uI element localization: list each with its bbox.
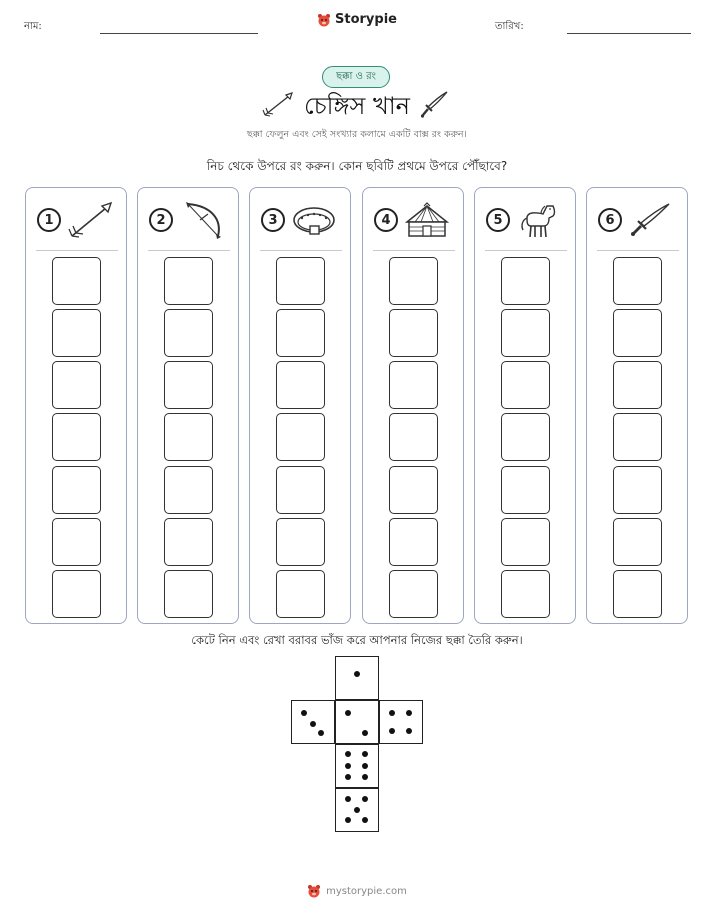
date-line[interactable] [567,33,691,34]
die-pip [345,817,351,823]
die-face-2 [335,700,379,744]
bear-logo-icon [307,884,321,898]
column-number: 3 [261,208,285,232]
date-label: তারিখ: [495,21,524,32]
die-pip [389,710,395,716]
die-pip [406,728,412,734]
color-box[interactable] [276,518,325,566]
die-face-6 [335,744,379,788]
column-5 [474,187,576,624]
color-box[interactable] [164,309,213,357]
die-pip [354,807,360,813]
color-box[interactable] [52,309,101,357]
horse-icon [515,200,563,240]
die-pip [362,763,368,769]
die-pip [310,721,316,727]
color-box[interactable] [276,257,325,305]
die-face-5 [335,788,379,832]
die-pip [389,728,395,734]
column-4 [362,187,464,624]
column-header [138,188,238,250]
die-pip [362,751,368,757]
column-divider [485,250,567,251]
color-box[interactable] [389,309,438,357]
die-pip [362,730,368,736]
color-box[interactable] [164,570,213,618]
bow-icon [178,200,226,240]
color-box[interactable] [52,518,101,566]
color-box[interactable] [164,518,213,566]
column-number: 2 [149,208,173,232]
color-box[interactable] [613,518,662,566]
color-box[interactable] [276,570,325,618]
column-number: 5 [486,208,510,232]
color-box[interactable] [52,466,101,514]
color-box[interactable] [501,466,550,514]
bear-logo-icon [317,13,331,27]
column-3 [249,187,351,624]
sword-icon [420,90,450,120]
die-pip [345,751,351,757]
column-6 [586,187,688,624]
column-header [363,188,463,250]
sword-icon [627,200,675,240]
color-box[interactable] [164,413,213,461]
color-box[interactable] [613,309,662,357]
die-pip [301,710,307,716]
color-box[interactable] [613,570,662,618]
question-text: নিচ থেকে উপরে রং করুন। কোন ছবিটি প্রথমে উপরে পৌঁছাবে? [206,159,508,173]
column-divider [373,250,455,251]
color-box[interactable] [389,466,438,514]
column-divider [36,250,118,251]
activity-badge: ছক্কা ও রং [322,66,390,88]
page-title: চেঙ্গিস খান [303,92,410,120]
instructions-text: ছক্কা ফেলুন এবং সেই সংখ্যার কলামে একটি বাক্স রং করুন। [247,129,467,140]
cut-instructions: কেটে নিন এবং রেখা বরাবর ভাঁজ করে আপনার নিজের ছক্কা তৈরি করুন। [191,633,523,647]
color-box[interactable] [501,309,550,357]
color-box[interactable] [52,361,101,409]
color-box[interactable] [164,361,213,409]
color-box[interactable] [276,361,325,409]
die-pip [345,774,351,780]
column-divider [597,250,679,251]
column-divider [260,250,342,251]
color-box[interactable] [276,466,325,514]
die-face-4 [379,700,423,744]
color-box[interactable] [276,309,325,357]
die-face-3 [291,700,335,744]
color-box[interactable] [52,570,101,618]
color-box[interactable] [389,570,438,618]
footer-url[interactable]: mystorypie.com [326,885,407,897]
color-box[interactable] [164,257,213,305]
die-face-1 [335,656,379,700]
column-header [250,188,350,250]
name-line[interactable] [100,33,258,34]
color-box[interactable] [613,257,662,305]
die-pip [362,796,368,802]
die-pip [354,671,360,677]
footer [0,884,714,898]
column-header [587,188,687,250]
column-2 [137,187,239,624]
die-pip [362,774,368,780]
die-pip [345,763,351,769]
column-number: 6 [598,208,622,232]
column-number: 4 [374,208,398,232]
color-box[interactable] [164,466,213,514]
brand-name: Storypie [335,12,397,27]
column-1 [25,187,127,624]
color-box[interactable] [389,257,438,305]
belt-icon [290,200,338,240]
column-divider [148,250,230,251]
color-box[interactable] [52,413,101,461]
color-box[interactable] [389,413,438,461]
color-box[interactable] [501,361,550,409]
color-box[interactable] [276,413,325,461]
color-box[interactable] [613,466,662,514]
color-box[interactable] [389,361,438,409]
column-header [475,188,575,250]
brand [0,12,714,27]
die-pip [345,796,351,802]
color-box[interactable] [501,570,550,618]
color-box[interactable] [613,413,662,461]
color-box[interactable] [501,257,550,305]
color-box[interactable] [613,361,662,409]
die-pip [345,710,351,716]
column-header [26,188,126,250]
die-pip [406,710,412,716]
column-number: 1 [37,208,61,232]
color-box[interactable] [501,413,550,461]
die-pip [362,817,368,823]
die-pip [318,730,324,736]
yurt-icon [403,200,451,240]
arrow-icon [66,200,114,240]
name-label: নাম: [24,21,42,32]
color-box[interactable] [501,518,550,566]
color-box[interactable] [52,257,101,305]
color-box[interactable] [389,518,438,566]
